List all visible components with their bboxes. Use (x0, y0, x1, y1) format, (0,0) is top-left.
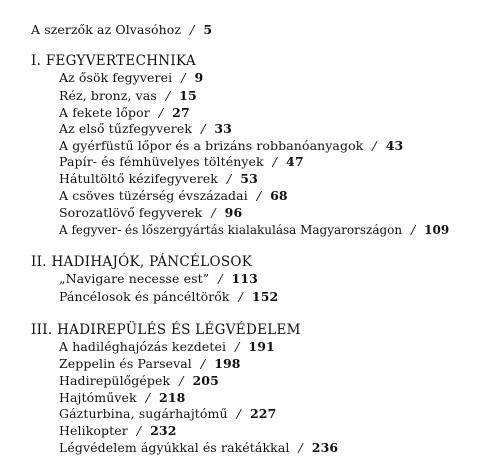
toc-separator: / (181, 70, 186, 85)
toc-entry-title: Hajtóművek (59, 390, 137, 405)
toc-page-number: 109 (424, 223, 450, 237)
toc-page-number: 47 (286, 154, 304, 169)
toc-separator: / (200, 356, 206, 371)
toc-entry (59, 423, 177, 439)
toc-page-number: 198 (214, 356, 241, 371)
toc-entry (59, 271, 258, 287)
toc-page-number: 33 (214, 121, 232, 136)
toc-page-number: 53 (240, 171, 258, 186)
toc-entry-title: Sorozatlövő fegyverek (59, 205, 203, 220)
toc-separator: / (190, 22, 195, 37)
toc-page-number: 68 (270, 188, 288, 203)
toc-separator: / (179, 373, 184, 388)
toc-entry (59, 289, 278, 305)
toc-separator: / (226, 171, 232, 186)
toc-entry (59, 138, 403, 154)
toc-separator: / (272, 154, 278, 169)
toc-entry-title: Zeppelin és Parseval (59, 356, 192, 371)
toc-page-number: 27 (172, 105, 190, 120)
toc-entry-title: Papír- és fémhüvelyes töltények (59, 154, 264, 169)
toc-entry-title: Hátultöltő kézifegyverek (59, 171, 218, 186)
toc-entry-title: Páncélosok és páncéltörők (59, 289, 230, 304)
toc-entry-title: Helikopter (59, 423, 128, 438)
toc-entry-title: Az első tűzfegyverek (59, 121, 193, 136)
toc-entry-title: A fegyver- és lőszergyártás kialakulása Magyarországon (59, 223, 403, 237)
toc-entry-title: A szerzők az Olvasóhoz (31, 22, 182, 37)
toc-page-number: 227 (249, 406, 277, 421)
toc-entry (59, 70, 203, 86)
toc-page-number: 96 (224, 205, 243, 220)
toc-page-number: 43 (385, 138, 404, 153)
toc-entry (59, 88, 197, 104)
toc-entry (59, 205, 242, 221)
toc-separator: / (256, 188, 262, 203)
toc-entry (59, 406, 276, 422)
toc-separator: / (165, 88, 171, 103)
toc-entry (59, 171, 258, 187)
toc-page-number: 205 (192, 373, 219, 388)
toc-entry (59, 339, 275, 355)
toc-entry-title: A fekete lőpor (59, 105, 150, 120)
toc-page-number: 236 (311, 440, 339, 455)
toc-entry (59, 356, 241, 372)
toc-entry (59, 188, 288, 204)
section-heading-2: II. HADIHAJÓK, PÁNCÉLOSOK (31, 254, 253, 270)
toc-page-number: 232 (150, 423, 177, 438)
toc-entry (59, 373, 219, 389)
toc-page-number: 218 (159, 390, 186, 405)
toc-entry-title: A csöves tüzérség évszázadai (59, 188, 248, 203)
toc-separator: / (158, 105, 164, 120)
toc-page-number: 113 (231, 271, 258, 286)
toc-separator: / (145, 390, 151, 405)
toc-entry (59, 121, 232, 137)
toc-entry-title: Réz, bronz, vas (59, 88, 157, 103)
toc-separator: / (136, 423, 142, 438)
toc-separator: / (211, 205, 216, 220)
toc-separator: / (236, 406, 241, 421)
toc-page-number: 5 (203, 22, 213, 37)
toc-entry (59, 105, 190, 121)
toc-entry-title: „Navigare necesse est” (59, 271, 210, 286)
toc-page-number: 15 (179, 88, 197, 103)
toc-separator: / (218, 271, 223, 286)
toc-entry-title: Gázturbina, sugárhajtómű (59, 406, 228, 421)
toc-separator: / (372, 138, 377, 153)
toc-entry-preface (31, 22, 212, 38)
toc-entry-title: Hadirepülőgépek (59, 373, 171, 388)
toc-separator: / (238, 289, 243, 304)
toc-entry (59, 440, 338, 456)
toc-separator: / (411, 223, 416, 237)
toc-separator: / (235, 339, 240, 354)
toc-page-number: 152 (251, 289, 279, 304)
section-heading-1: I. FEGYVERTECHNIKA (31, 53, 196, 69)
toc-page-number: 191 (248, 339, 275, 354)
toc-entry-title: Légvédelem ágyúkkal és rakétákkal (59, 440, 290, 455)
toc-entry-title: A gyérfüstű lőpor és a brizáns robbanóanyagok (59, 138, 364, 153)
section-heading-3: III. HADIREPÜLÉS ÉS LÉGVÉDELEM (31, 322, 301, 338)
toc-entry (59, 222, 449, 238)
toc-entry (59, 390, 185, 406)
toc-entry (59, 154, 304, 170)
toc-entry-title: Az ősök fegyverei (59, 70, 173, 85)
toc-separator: / (298, 440, 303, 455)
toc-entry-title: A hadiléghajózás kezdetei (59, 339, 227, 354)
toc-page-number: 9 (194, 70, 204, 85)
toc-separator: / (201, 121, 206, 136)
